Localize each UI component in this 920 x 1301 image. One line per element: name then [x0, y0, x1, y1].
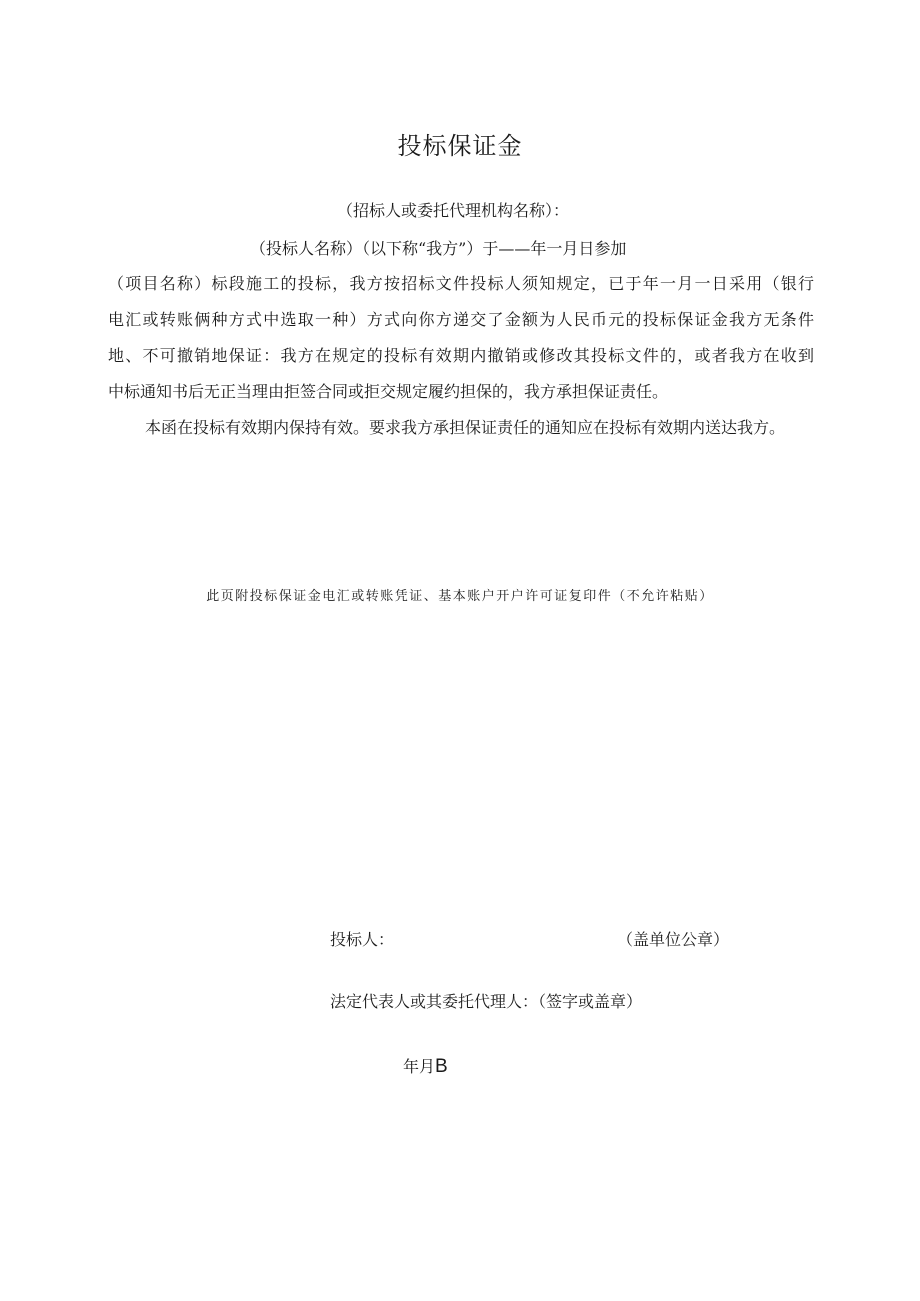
bidder-label: 投标人：	[330, 930, 395, 949]
body-last-line: 中标通知书后无正当理由拒签合同或拒交规定履约担保的，我方承担保证责任。	[108, 382, 669, 401]
date-suffix: B	[435, 1056, 448, 1077]
document-title: 投标保证金	[397, 132, 523, 160]
validity-paragraph: 本函在投标有效期内保持有效。要求我方承担保证责任的通知应在投标有效期内送达我方。	[145, 418, 786, 437]
body-line: 电汇或转账俩种方式中选取一种）方式向你方递交了金额为人民币元的投标保证金我方无条件	[108, 310, 814, 329]
bidder-seal-note: （盖单位公章）	[617, 930, 730, 949]
legal-representative-line: 法定代表人或其委托代理人：（签字或盖章）	[330, 992, 643, 1011]
intro-line: （投标人名称）（以下称“我方”）于——年一月日参加	[250, 239, 627, 258]
date-line	[403, 1057, 448, 1077]
addressee-line: （招标人或委托代理机构名称）：	[337, 201, 570, 220]
body-line: 地、不可撤销地保证：我方在规定的投标有效期内撤销或修改其投标文件的，或者我方在收到	[108, 346, 814, 365]
attachment-note: 此页附投标保证金电汇或转账凭证、基本账户开户许可证复印件（不允许粘贴）	[206, 589, 714, 604]
body-line: （项目名称）标段施工的投标，我方按招标文件投标人须知规定，已于年一月一日采用（银行	[108, 274, 814, 293]
date-prefix: 年月	[403, 1057, 436, 1076]
